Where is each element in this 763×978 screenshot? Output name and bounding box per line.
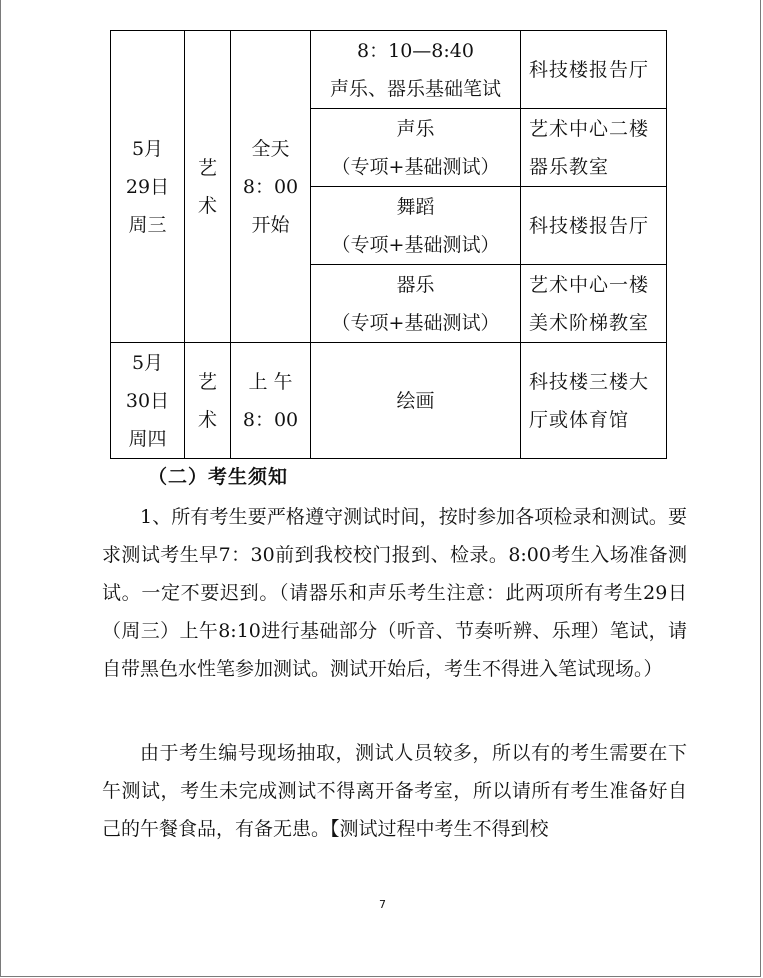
location-cell: 艺术中心二楼 器乐教室 [521,109,667,187]
time-cell: 全天 8：00 开始 [231,31,311,343]
category-cell: 艺 术 [185,31,231,343]
location-cell: 科技楼报告厅 [521,187,667,265]
section-heading: （二）考生须知 [148,466,289,488]
table-row [111,31,667,109]
category-cell: 艺 术 [185,343,231,459]
location-cell: 艺术中心一楼 美术阶梯教室 [521,265,667,343]
date-cell: 5月 30日 周四 [111,343,185,459]
time-cell: 上 午 8：00 [231,343,311,459]
page-number: 7 [379,898,386,911]
item-cell: 8：10—8:40 声乐、器乐基础笔试 [311,31,521,109]
location-cell: 科技楼三楼大 厅或体育馆 [521,343,667,459]
schedule-table [110,30,667,459]
location-cell: 科技楼报告厅 [521,31,667,109]
table-row [111,343,667,459]
item-cell: 绘画 [311,343,521,459]
paragraph: 1、所有考生要严格遵守测试时间，按时参加各项检录和测试。要求测试考生早7：30前到我校校门报到、检录。8:00考生入场准备测试。一定不要迟到。（请器乐和声乐考生注意：此两项所有考生29日（周三）上午8:10进行基础部分（听音、节奏听辨、乐理）笔试，请自带黑色水性笔参加测试。测试开始后，考生不得进入笔试现场。） [102,506,687,680]
date-cell: 5月 29日 周三 [111,31,185,343]
item-cell: 声乐 （专项+基础测试） [311,109,521,187]
item-cell: 器乐 （专项+基础测试） [311,265,521,343]
paragraph: 由于考生编号现场抽取，测试人员较多，所以有的考生需要在下午测试，考生未完成测试不得离开备考室，所以请所有考生准备好自己的午餐食品，有备无患。【测试过程中考生不得到校 [102,742,687,840]
item-cell: 舞蹈 （专项+基础测试） [311,187,521,265]
